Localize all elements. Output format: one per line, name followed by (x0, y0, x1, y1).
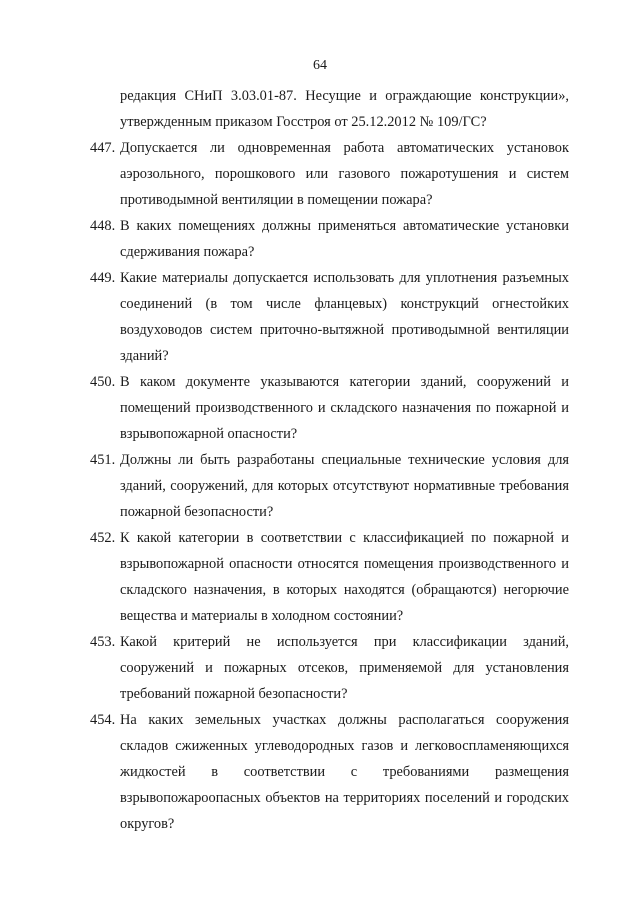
question-number: 452. (90, 530, 116, 546)
question-number: 454. (90, 712, 116, 728)
question-number: 450. (90, 374, 116, 390)
question-text: В каком документе указываются категории зданий, сооружений и помещений производственного и складского назначения по пожарной и взрывопожарной опасности? (120, 374, 569, 442)
question-number: 448. (90, 218, 116, 234)
question-number: 447. (90, 140, 116, 156)
question-451 (90, 447, 569, 525)
question-text: Допускается ли одновременная работа автоматических установок аэрозольного, порошкового или газового пожаротушения и систем противодымной вентиляции в помещении пожара? (120, 140, 569, 208)
question-453 (90, 629, 569, 707)
question-text: В каких помещениях должны применяться автоматические установки сдерживания пожара? (120, 218, 569, 260)
question-number: 451. (90, 452, 116, 468)
question-number: 453. (90, 634, 116, 650)
document-body (90, 83, 569, 837)
question-text: Какой критерий не используется при классификации зданий, сооружений и пожарных отсеков, применяемой для установления требований пожарной безопасности? (120, 634, 569, 702)
question-text: Должны ли быть разработаны специальные технические условия для зданий, сооружений, для которых отсутствуют нормативные требования пожарной безопасности? (120, 452, 569, 520)
continuation-paragraph: редакция СНиП 3.03.01-87. Несущие и ограждающие конструкции», утвержденным приказом Госстроя от 25.12.2012 № 109/ГС? (120, 88, 569, 130)
question-448 (90, 213, 569, 265)
question-447 (90, 135, 569, 213)
question-454 (90, 707, 569, 837)
question-text: К какой категории в соответствии с классификацией по пожарной и взрывопожарной опасности относятся помещения производственного и складского назначения, в которых находятся (обращаются) негорючие вещества и материалы в холодном состоянии? (120, 530, 569, 624)
question-text: На каких земельных участках должны располагаться сооружения складов сжиженных углеводородных газов и легковоспламеняющихся жидкостей в соответствии с требованиями размещения взрывопожароопасных объектов на территориях поселений и городских округов? (120, 712, 569, 832)
question-text: Какие материалы допускается использовать для уплотнения разъемных соединений (в том числе фланцевых) конструкций огнестойких воздуховодов систем приточно-вытяжной противодымной вентиляции зданий? (120, 270, 569, 364)
question-452 (90, 525, 569, 629)
question-450 (90, 369, 569, 447)
question-number: 449. (90, 270, 116, 286)
page-number: 64 (313, 58, 327, 73)
question-449 (90, 265, 569, 369)
